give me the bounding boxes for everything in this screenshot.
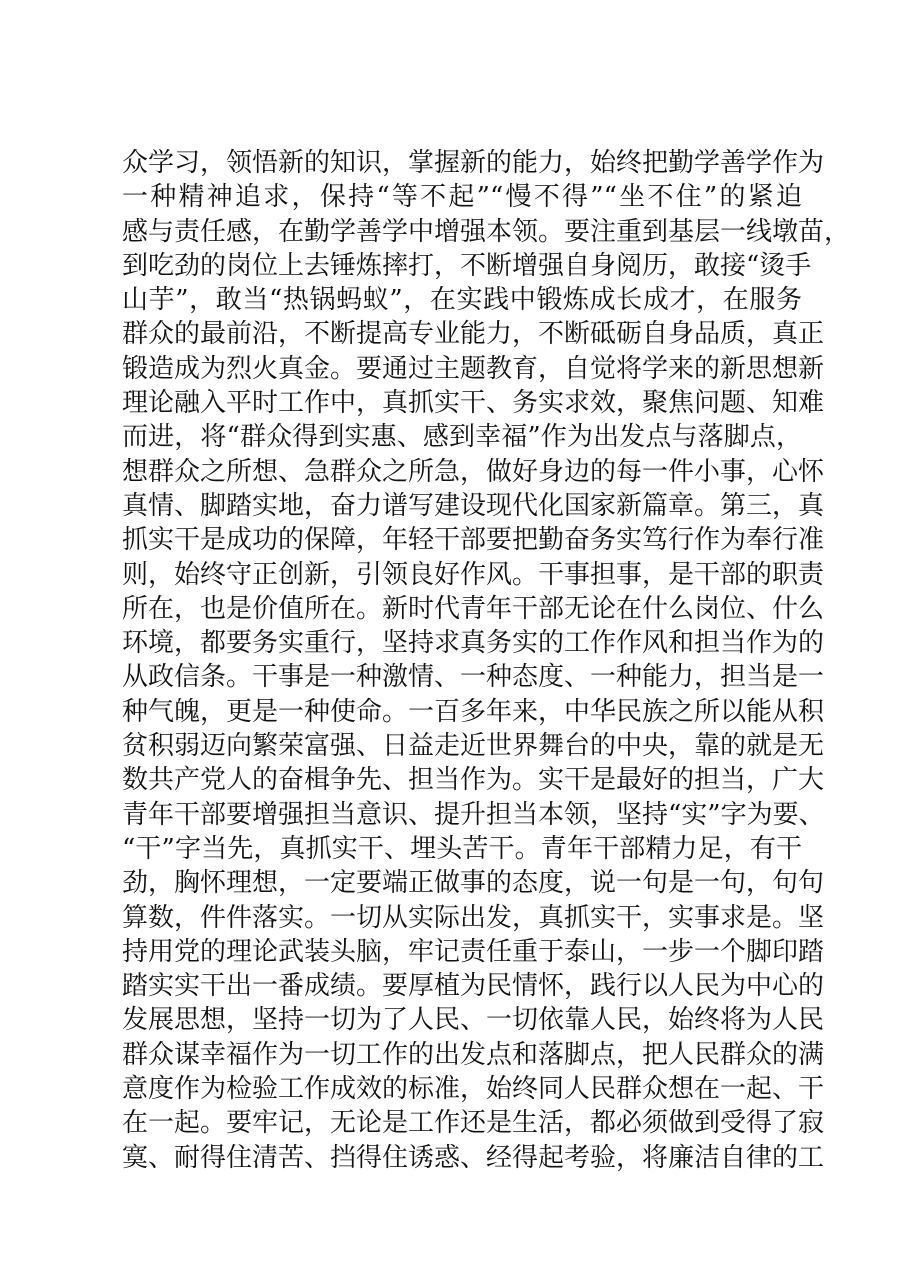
body-text: [122, 146, 851, 1175]
text-line: 算数，件件落实。一切从实际出发，真抓实干，实事求是。坚: [122, 902, 825, 933]
text-line: “干”字当先，真抓实干、埋头苦干。青年干部精力足，有干: [122, 833, 802, 864]
text-line: 真情、脚踏实地，奋力谱写建设现代化国家新篇章。第三，真: [122, 490, 825, 521]
text-line: 锻造成为烈火真金。要通过主题教育，自觉将学来的新思想新: [122, 353, 825, 384]
text-line: 想群众之所想、急群众之所急，做好身边的每一件小事，心怀: [122, 456, 825, 487]
text-line: 而进，将“群众得到实惠、感到幸福”作为出发点与落脚点，: [122, 422, 802, 453]
text-line: 青年干部要增强担当意识、提升担当本领，坚持“实”字为要、: [122, 799, 825, 830]
text-line: 寞、耐得住清苦、挡得住诱惑、经得起考验，将廉洁自律的工: [122, 1142, 825, 1173]
text-line: 则，始终守正创新，引领良好作风。干事担事，是干部的职责: [122, 559, 825, 590]
text-line: 所在，也是价值所在。新时代青年干部无论在什么岗位、什么: [122, 593, 825, 624]
text-line: 发展思想，坚持一切为了人民、一切依靠人民，始终将为人民: [122, 1005, 825, 1036]
text-line: 贫积弱迈向繁荣富强、日益走近世界舞台的中央，靠的就是无: [122, 731, 825, 762]
text-line: 环境，都要务实重行，坚持求真务实的工作作风和担当作为的: [122, 628, 825, 659]
text-line: 从政信条。干事是一种激情、一种态度、一种能力，担当是一: [122, 662, 825, 693]
text-line: 种气魄，更是一种使命。一百多年来，中华民族之所以能从积: [122, 696, 825, 727]
text-line: 意度作为检验工作成效的标准，始终同人民群众想在一起、干: [122, 1074, 825, 1105]
text-line: 劲，胸怀理想，一定要端正做事的态度，说一句是一句，句句: [122, 868, 825, 899]
text-line: 群众谋幸福作为一切工作的出发点和落脚点，把人民群众的满: [122, 1039, 825, 1070]
text-line: 在一起。要牢记，无论是工作还是生活，都必须做到受得了寂: [122, 1108, 825, 1139]
text-line: 一种精神追求，保持“等不起”“慢不得”“坐不住”的紧迫: [122, 182, 802, 213]
text-line: 踏实实干出一番成绩。要厚植为民情怀，践行以人民为中心的: [122, 971, 825, 1002]
text-line: 持用党的理论武装头脑，牢记责任重于泰山，一步一个脚印踏: [122, 936, 825, 967]
text-line: 山芋”，敢当“热锅蚂蚁”，在实践中锻炼成长成才，在服务: [122, 285, 802, 316]
text-line: 抓实干是成功的保障，年轻干部要把勤奋务实笃行作为奉行准: [122, 525, 825, 556]
text-line: 到吃劲的岗位上去锤炼摔打，不断增强自身阅历，敢接“烫手: [122, 250, 812, 281]
text-line: 群众的最前沿，不断提高专业能力，不断砥砺自身品质，真正: [122, 319, 825, 350]
text-line: 感与责任感，在勤学善学中增强本领。要注重到基层一线墩苗，: [122, 216, 851, 247]
text-line: 数共产党人的奋楫争先、担当作为。实干是最好的担当，广大: [122, 765, 825, 796]
text-line: 理论融入平时工作中，真抓实干、务实求效，聚焦问题、知难: [122, 388, 825, 419]
text-line: 众学习，领悟新的知识，掌握新的能力，始终把勤学善学作为: [122, 148, 825, 178]
